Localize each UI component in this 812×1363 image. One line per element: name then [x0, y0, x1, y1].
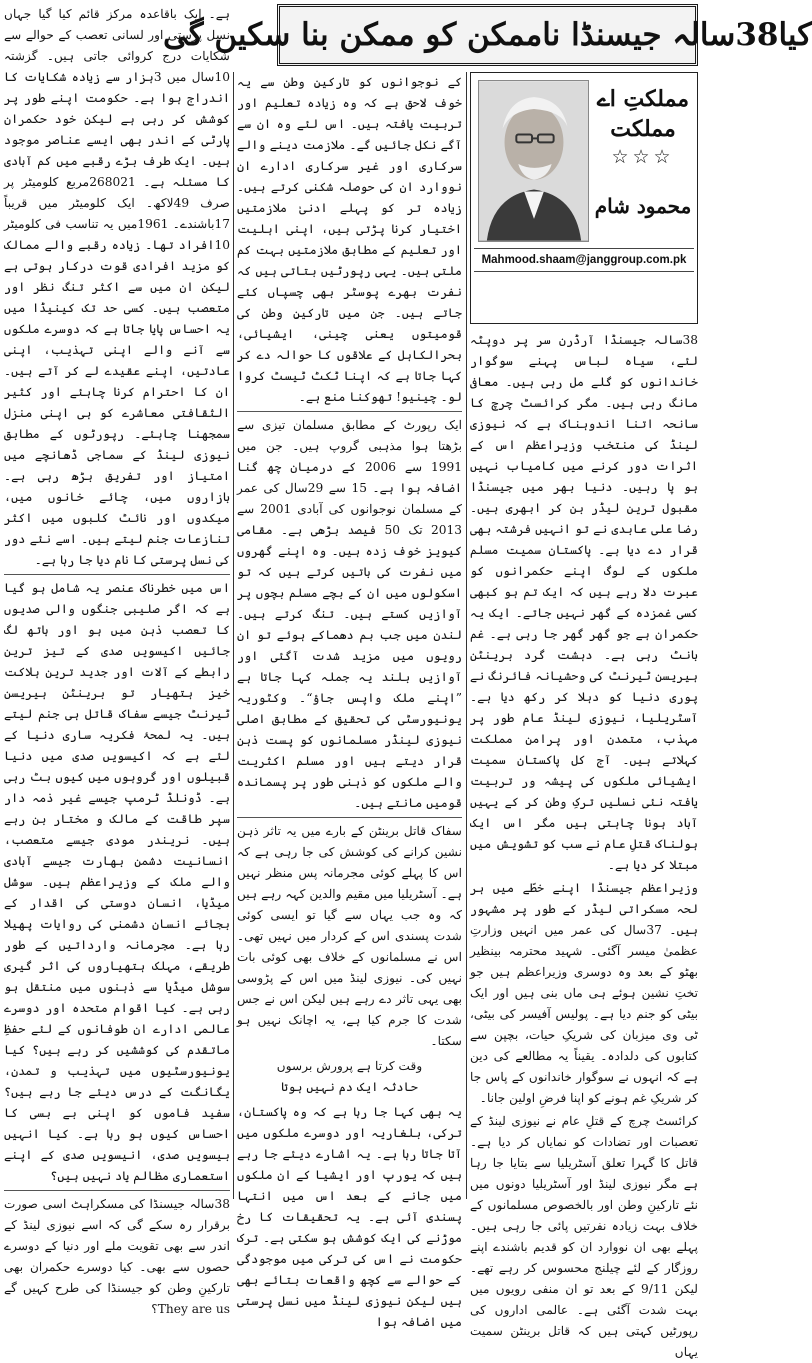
paragraph-separator: [4, 574, 230, 575]
paragraph: ایک رپورٹ کے مطابق مسلمان تیزی سے بڑھتا ہوا مذہبی گروپ ہیں۔ جن میں 1991 سے 2006 کے درمیان چھ گنا اضافہ ہوا ہے۔ 15 سے 29سال کی عمر کے مسلمان نوجوانوں کی آبادی 2001 سے 2013 تک 50 فیصد بڑھی ہے۔ مقامی کیویز خوف زدہ ہیں۔ وہ اپنے گھروں میں نفرت کی باتیں کرتے ہیں کہ تو اسکولوں میں ان کے بچے مسلم بچوں پر آوازیں کستے ہیں۔ تنگ کرتے ہیں۔ لندن میں جب بم دھماکے ہوئے تو ان رویوں میں مزید شدت آگئی اور آوازیں بلند یہ جملہ کہا جاتا ہے ”اپنے ملک واپس جاؤ“۔ وکٹوریہ یونیورسٹی کی تحقیق کے مطابق اصلی نیوزی لینڈر مسلمانوں کو پست ذہن قرار دیتے ہیں اور مسلم اکثریت والے ملکوں کو ذہنی طور پر پسماندہ قومیں مانتے ہیں۔: [237, 418, 462, 810]
poetry-couplet: وقت کرتا ہے پرورش برسوں حادثہ ایک دم نہیں ہوتا: [276, 1059, 423, 1094]
article-column-middle: [237, 72, 462, 1329]
paragraph-separator: [4, 1190, 230, 1191]
column-name: مملکتِ اے مملکت: [596, 86, 690, 142]
paragraph: ہے۔ ایک باقاعدہ مرکز قائم کیا گیا جہاں نسل پرستی اور لسانی تعصب کے حوالے سے شکایات درج کروائی جاتی ہیں۔ گزشتہ 10سال میں 3ہزار سے زیادہ شکایات کا اندراج ہوا ہے۔ حکومت اپنے طور پر کوشش کر رہی ہے لیکن خود حکمران پارٹی کے اندر بھی ایسے عناصر موجود ہیں۔ ایک طرف بڑے رقبے میں کم آبادی کا مسئلہ ہے۔ 268021مربع کلومیٹر پر صرف 49لاکھ۔ ایک کلومیٹر میں قریباً 17باشندے۔ 1961میں یہ تناسب فی کلومیٹر 10افراد تھا۔ زیادہ رقبے والے ممالک کو مزید افرادی قوت درکار ہوتی ہے لیکن ان میں سے اکثر تنگ نظر اور متعصب ہیں۔ کسی حد تک کینیڈا میں یہ احساس پایا جاتا ہے کہ دوسرے ملکوں سے آنے والے اپنی تہذیب، اپنی عادتیں، اپنے عقیدے لے کر آتے ہیں۔ ان کا احترام کرنا چاہئے اور کثیر الثقافتی معاشرے کو ہی اپنی منزل سمجھنا چاہئے۔ رپورٹوں کے مطابق نیوزی لینڈ کے سماجی ڈھانچے میں امتیاز اور تفریق بڑھ رہی ہے۔ بازاروں میں، چائے خانوں میں، میکدوں اور نائٹ کلبوں میں اکثر تنازعات جنم لیتے ہیں۔ اسے نئے دور کی نسل پرستی کا نام دیا جا رہا ہے۔: [4, 7, 230, 567]
paragraph: وزیراعظم جیسنڈا اپنے خطّے میں ہر لحہ مسکراتی لیڈر کے طور پر مشہور ہیں۔ 37سال کی عمر میں انہیں وزارتِ عظمیٰ میسر آگئی۔ شہید محترمہ بینظیر بھٹو کے بعد وہ دوسری وزیراعظم ہیں جو تختِ نشین ہوئے ہی ماں بنی ہیں اور ایک بیٹی کو جنم دیا ہے۔ پولیس آفیسر کی بیٹی، ٹی وی میزبان کی شریکِ حیات، بچپن سے کتابوں کی دلدادہ۔ یقیناً یہ مطالعے کی دین ہے کہ انہوں نے سوگوار خاندانوں کے پاس جا کر شریکِ غم ہونے کو اپنا فرضِ اولین جانا۔: [470, 881, 698, 1105]
stars-ornament: ☆☆☆: [611, 146, 675, 168]
paragraph: سفاک قاتل برینٹن کے بارے میں یہ تاثر ذہن نشین کرانے کی کوشش کی جا رہی ہے کہ اس کا پہلے کوئی مجرمانہ پس منظر نہیں ہے۔ آسٹریلیا میں مقیم والدین کہہ رہے ہیں کہ وہ جب یہاں سے گیا تو ایسی کوئی شدت پسندی اس کے کردار میں نہیں تھی۔ اس نے مسلمانوں کے خلاف بھی کوئی بات نہیں کی۔ نیوزی لینڈ میں اس کے پڑوسی بھی یہی تاثر دے رہے ہیں لیکن اس نے جس شدت کا جرم کیا ہے، یہ اچانک نہیں ہو سکتا۔: [237, 824, 462, 1048]
author-portrait-image: [479, 81, 588, 241]
article-column-right: [470, 330, 698, 1359]
article-column-left: [4, 4, 230, 1316]
paragraph: یہ بھی کہا جا رہا ہے کہ وہ پاکستان، ترکی، بلغاریہ اور دوسرے ملکوں میں آتا جاتا رہا ہے۔ یہ اشارے دیئے جا رہے ہیں کہ یورپ اور ایشیا کے ان ملکوں میں جانے کے بعد اس میں انتہا پسندی آئی ہے۔ یہ تحقیقات کا رخ موڑنے کی ایک کوشش ہو سکتی ہے۔ ترک حکومت نے اس کی ترکی میں موجودگی کے حوالے سے کچھ واقعات بتائے بھی ہیں لیکن نیوزی لینڈ میں نسل پرستی میں اضافہ ہوا: [237, 1105, 462, 1329]
column-divider: [233, 72, 234, 1199]
author-email: Mahmood.shaam@janggroup.com.pk: [474, 248, 694, 272]
paragraph-separator: [237, 411, 462, 412]
paragraph: اس میں خطرناک عنصر یہ شامل ہو گیا ہے کہ اگر صلیبی جنگوں والی صدیوں کا تعصب ذہن میں ہو اور ہاتھ لگ جائیں اکیسویں صدی کے تیز ترین رابطے کے آلات اور جدید ترین ہلاکت خیز ہتھیار تو برینٹن ہیریسن ٹیرنٹ جیسے سفاک قاتل ہی جنم لیتے ہیں۔ یہ لمحۂ فکریہ ساری دنیا کے لئے ہے کہ اکیسویں صدی میں دنیا قبیلوں اور گروہوں میں کیوں بٹ رہی ہے۔ ڈونلڈ ٹرمپ جیسے غیر ذمہ دار سپر طاقت کے مالک و مختار بن رہے ہیں۔ نریندر مودی جیسے متعصب، انسانیت دشمن بھارت جیسے آبادی والے ملک کے وزیراعظم ہیں۔ سوشل میڈیا، انسان دوستی کی اقدار کے بجائے انسان دشمنی کی روایات پھیلا رہا ہے۔ مجرمانہ وارداتیں کے طور طریقے، مہلک ہتھیاروں کی اثر گیری سوشل میڈیا سے ذہنوں میں منتقل ہو رہی ہے۔ کیا اقوام متحدہ اور دوسرے عالمی ادارے ان طوفانوں کے لئے حفظِ ماتقدم کی کوششیں کر رہے ہیں؟ کیا یونیورسٹیوں میں تہذیب و تمدن، یگانگت کے درس دیئے جا رہے ہیں؟ سفید فاموں کو اپنی بے بسی کا احساس کیوں ہو رہا ہے۔ کیا انہیں بیسویں صدی، انیسویں صدی کے اپنے استعماری مظالم یاد نہیں ہیں؟: [4, 581, 230, 1183]
author-photo: [478, 80, 589, 242]
paragraph: کے نوجوانوں کو تارکینِ وطن سے یہ خوف لاحق ہے کہ وہ زیادہ تعلیم اور تربیت یافتہ ہیں۔ اس لئے وہ ان سے آگے نکل جائیں گے۔ ملازمت دینے والے سرکاری اور غیر سرکاری ادارے ان نووارد ان کی حوصلہ شکنی کرتے ہیں۔ زیادہ تر کو پہلے ادنیٰ ملازمتیں اختیار کرنا پڑتی ہیں، اپنی اہلیت اور تعلیم کے مطابق ملازمتیں بہت کم ملتی ہیں۔ یہی رپورٹیں بتاتی ہیں کہ نفرت بھرے پوسٹر بھی چسپاں کئے جاتے ہیں۔ جن میں تارکینِ وطن کی قومیتوں یعنی چینی، ایشیائی، بحرالکاہل کے علاقوں کا حوالہ دے کر کہا جاتا ہے کہ اپنا ٹکٹ ٹیسٹ کروا لو۔ چینیو! تھوکنا منع ہے۔: [237, 75, 462, 404]
paragraph: 38سالہ جیسنڈا آرڈرن سر پر دوپٹہ لئے، سیاہ لباس پہنے سوگوار خاندانوں کو گلے مل رہی ہیں۔ معافی مانگ رہی ہیں۔ مگر کرائسٹ چرچ کا سانحہ اتنا اندوہناک ہے کہ نیوزی لینڈ کی منتخب وزیراعظم اس کے اثرات دور کرنے میں کامیاب نہیں ہو پا رہیں۔ دنیا بھر میں جیسنڈا مقبول ترین لیڈر بن کر ابھری ہیں۔ رضا علی عابدی نے تو انہیں فرشتہ بھی قرار دے دیا ہے۔ پاکستان سمیت مسلم ملکوں کے لوگ اپنے حکمرانوں کو عبرت دلا رہے ہیں کہ ایک تم ہو کبھی کسی غمزدہ کے گھر نہیں جاتے۔ ایک یہ حکمران ہے جو گھر گھر جا رہی ہے۔ غم بانٹ رہی ہے۔ دہشت گرد برینٹن ہیریسن ٹیرنٹ کی وحشیانہ فائرنگ نے پوری دنیا کو دہلا کر رکھ دیا ہے۔ آسٹریلیا، نیوزی لینڈ عام طور پر مہذب، متمدن اور پرامن مملکت کہلاتے ہیں۔ آج کل پاکستان سمیت ایشیائی ملکوں کی پیشہ ور تربیت یافتہ نئی نسلیں ترکِ وطن کر کے یہیں آباد ہونا چاہتی ہیں مگر اس ایک ہولناک قتلِ عام نے سب کو تشویش میں مبتلا کر دیا ہے۔: [470, 333, 698, 872]
paragraph: 38سالہ جیسنڈا کی مسکراہٹ اسی صورت برقرار رہ سکے گی کہ اسے نیوزی لینڈ کے اندر سے بھی تقویت ملے اور دنیا کے دوسرے حصوں سے بھی۔ کیا دوسرے حکمران بھی تارکینِ وطن کو جیسنڈا کی طرح کہیں گے They are us؟: [4, 1197, 230, 1316]
paragraph: کرائسٹ چرچ کے قتلِ عام نے نیوزی لینڈ کے تعصبات اور تضادات کو نمایاں کر دیا ہے۔ قاتل کا گہرا تعلق آسٹریلیا سے بتایا جا رہا ہے مگر نیوزی لینڈ اور آسٹریلیا دونوں میں نئے تارکینِ وطن اور بالخصوص مسلمانوں کے خلاف بہت زیادہ نفرتیں پائی جا رہی ہیں۔ پہلے بھی ان نووارد ان کو قدیم باشندے اپنے روزگار کے لئے چیلنج محسوس کر رہے تھے۔ لیکن 9/11 کے بعد تو ان منفی رویوں میں بہت شدت آگئی ہے۔ عالمی اداروں کی رپورٹیں کہتی ہیں کہ قاتل برینٹن سمیت یہاں: [470, 1114, 698, 1359]
column-divider: [466, 72, 467, 1199]
article-headline: کیا38سالہ جیسنڈا ناممکن کو ممکن بنا سکیں گی: [277, 4, 698, 66]
paragraph-separator: [237, 817, 462, 818]
author-name: محمود شام: [594, 194, 692, 218]
